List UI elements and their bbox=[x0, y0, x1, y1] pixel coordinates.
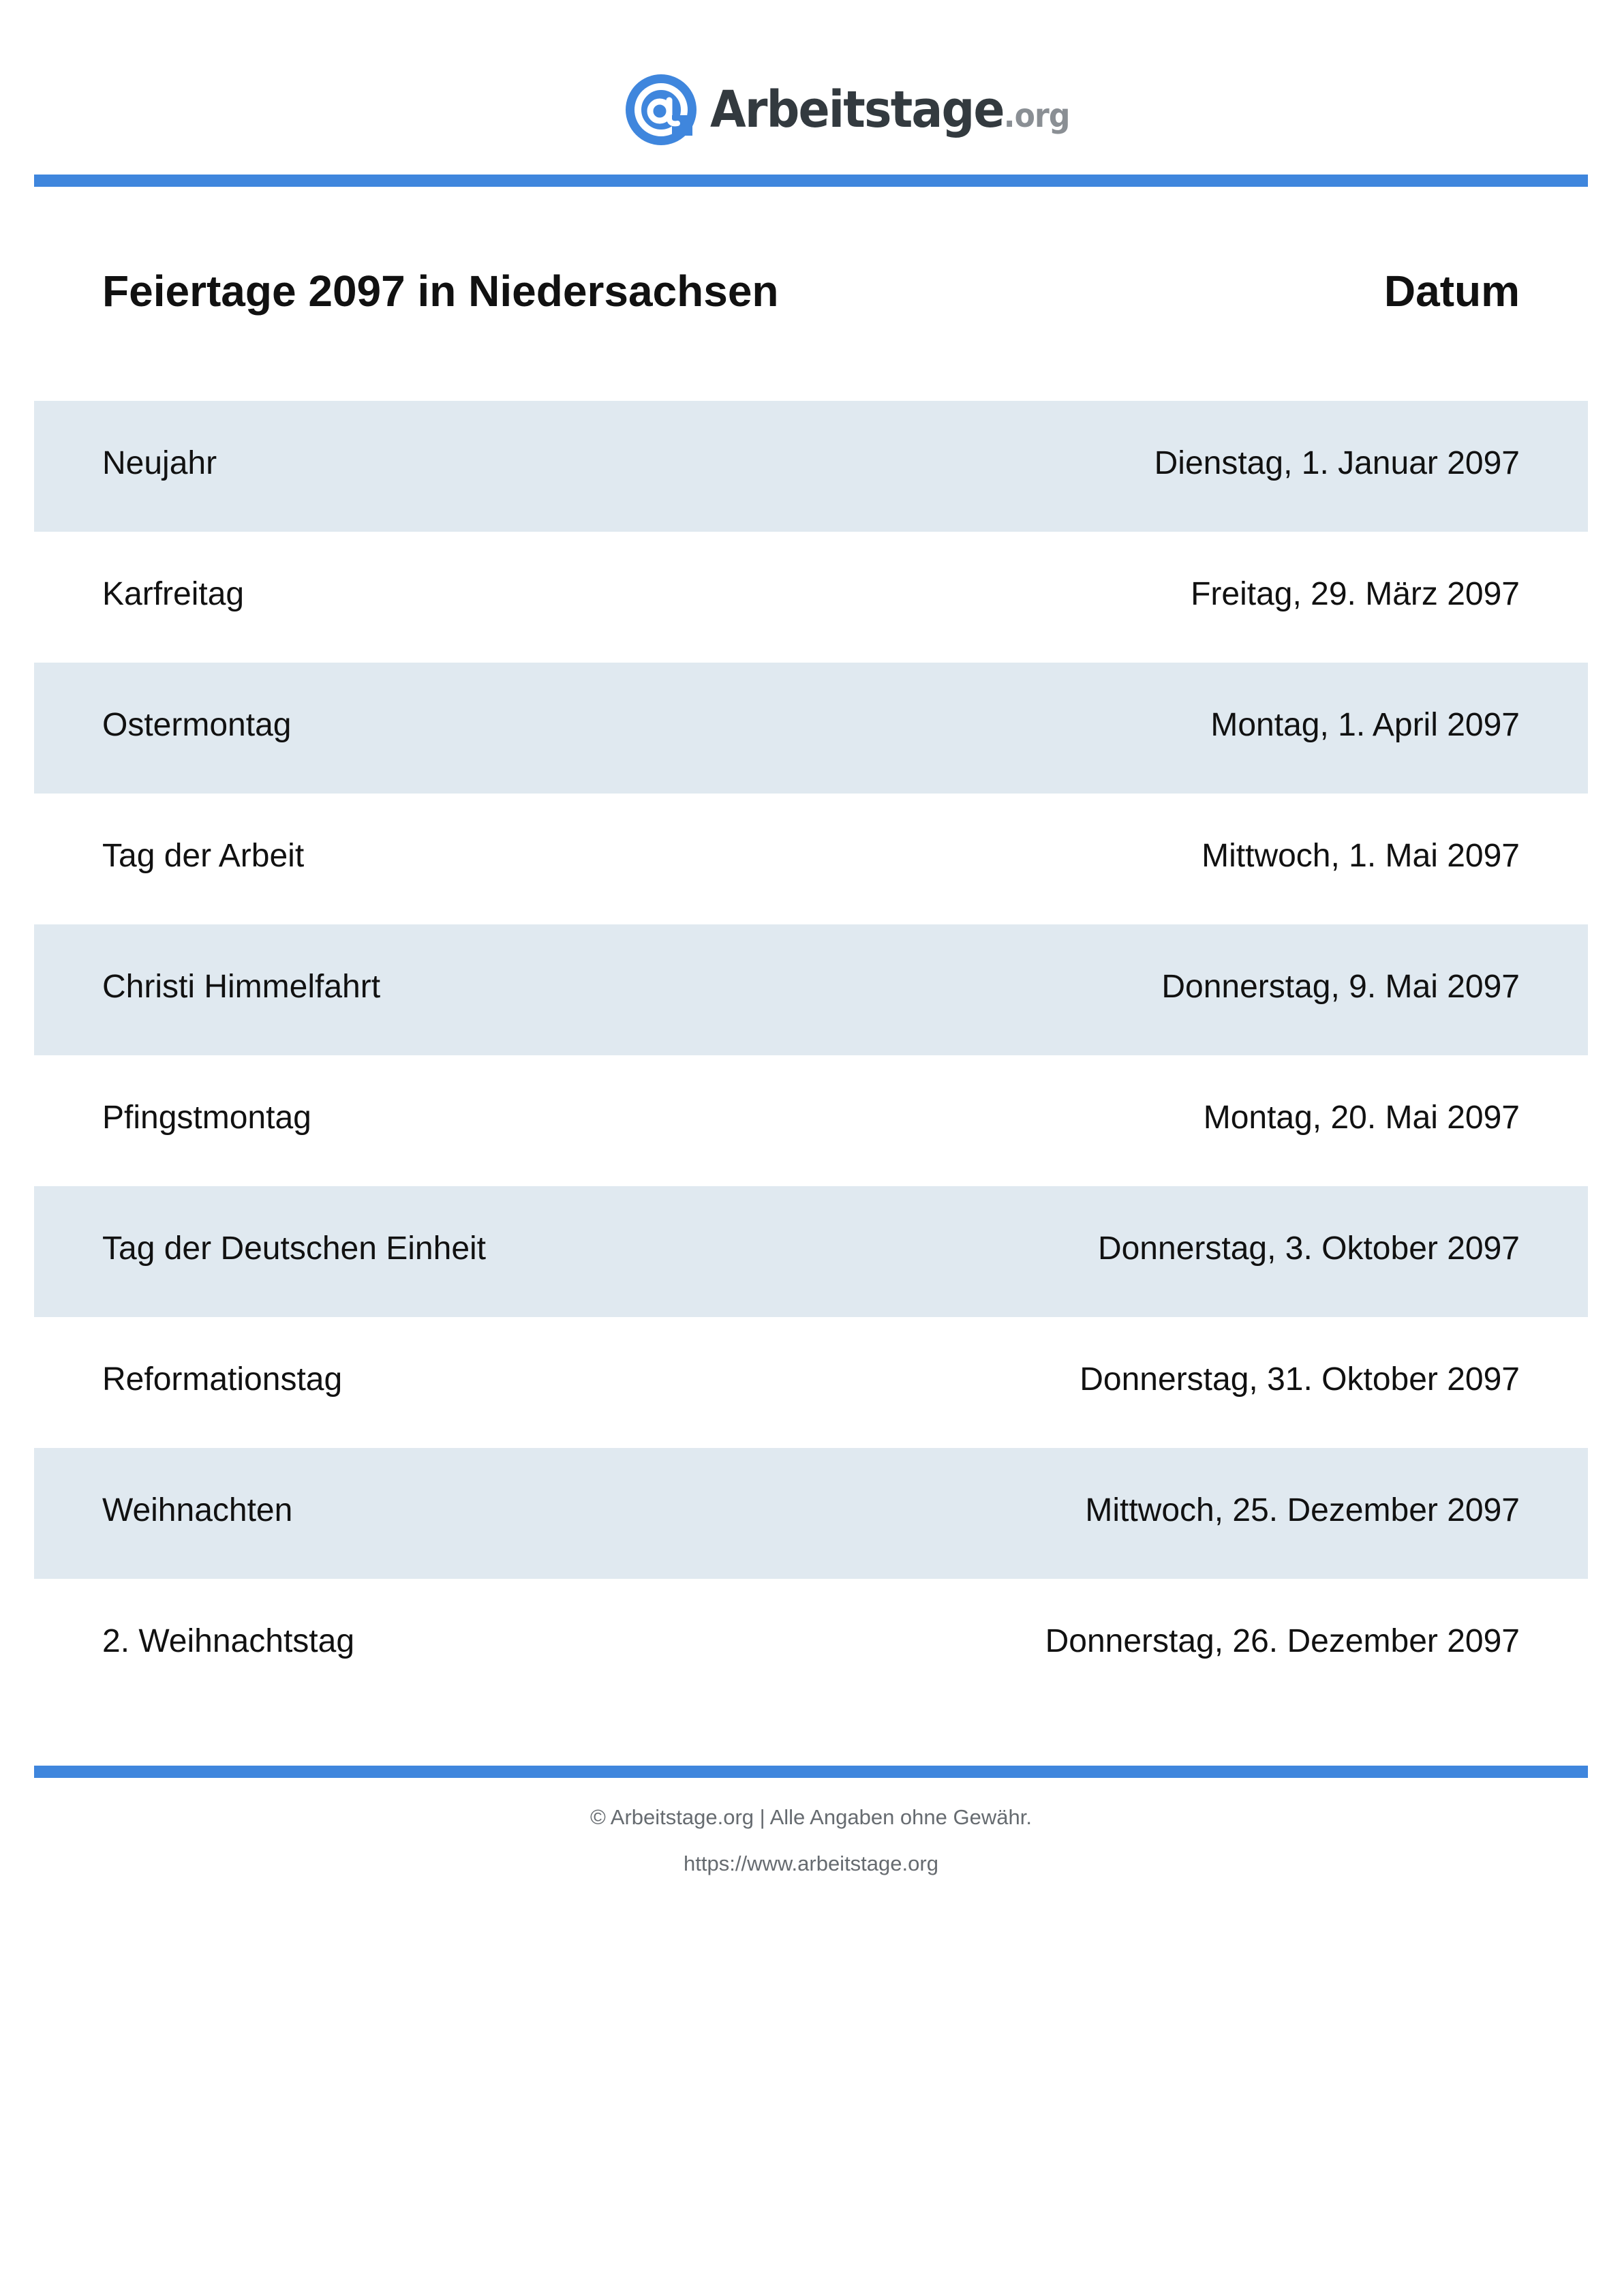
table-row bbox=[34, 1186, 1588, 1317]
holiday-date: Montag, 1. April 2097 bbox=[1210, 707, 1520, 743]
table-row bbox=[34, 924, 1588, 1055]
holiday-name: Pfingstmontag bbox=[102, 1100, 311, 1136]
at-sign-icon bbox=[626, 74, 697, 145]
header-divider bbox=[34, 175, 1588, 187]
holiday-date: Donnerstag, 9. Mai 2097 bbox=[1161, 969, 1520, 1005]
holiday-date: Montag, 20. Mai 2097 bbox=[1203, 1100, 1520, 1136]
table-row bbox=[34, 401, 1588, 532]
holiday-date: Mittwoch, 1. Mai 2097 bbox=[1202, 838, 1520, 874]
table-row bbox=[34, 794, 1588, 924]
logo-suffix: .org bbox=[1003, 97, 1070, 135]
footer-url-link[interactable]: https://www.arbeitstage.org bbox=[684, 1852, 938, 1875]
holiday-name: 2. Weihnachtstag bbox=[102, 1623, 355, 1659]
table-row bbox=[34, 1317, 1588, 1448]
holiday-name: Ostermontag bbox=[102, 707, 292, 743]
holiday-name: Christi Himmelfahrt bbox=[102, 969, 381, 1005]
date-column-header: Datum bbox=[1383, 267, 1520, 316]
copyright-notice: © Arbeitstage.org | Alle Angaben ohne Gewähr. bbox=[590, 1805, 1032, 1829]
table-row bbox=[34, 1055, 1588, 1186]
holiday-date: Donnerstag, 3. Oktober 2097 bbox=[1097, 1230, 1520, 1267]
holiday-name: Karfreitag bbox=[102, 576, 245, 612]
holiday-date: Donnerstag, 31. Oktober 2097 bbox=[1080, 1361, 1520, 1398]
holiday-date: Donnerstag, 26. Dezember 2097 bbox=[1045, 1623, 1520, 1659]
logo-name: Arbeitstage bbox=[710, 80, 1004, 139]
holiday-name: Neujahr bbox=[102, 445, 217, 481]
holiday-name: Tag der Deutschen Einheit bbox=[102, 1230, 487, 1267]
holiday-date: Dienstag, 1. Januar 2097 bbox=[1154, 445, 1520, 481]
holiday-name: Reformationstag bbox=[102, 1361, 343, 1398]
holiday-name: Weihnachten bbox=[102, 1492, 293, 1528]
holiday-table bbox=[34, 401, 1588, 1710]
table-header bbox=[34, 252, 1588, 334]
page-title: Feiertage 2097 in Niedersachsen bbox=[102, 267, 779, 316]
holiday-name: Tag der Arbeit bbox=[102, 838, 305, 874]
holiday-date: Mittwoch, 25. Dezember 2097 bbox=[1085, 1492, 1520, 1528]
table-row bbox=[34, 1448, 1588, 1579]
table-row bbox=[34, 1579, 1588, 1710]
site-logo[interactable] bbox=[626, 72, 1101, 147]
page-header bbox=[0, 0, 1622, 176]
footer-divider bbox=[34, 1766, 1588, 1778]
table-row bbox=[34, 663, 1588, 794]
logo-wordmark bbox=[710, 80, 1070, 139]
holiday-date: Freitag, 29. März 2097 bbox=[1191, 576, 1520, 612]
table-row bbox=[34, 532, 1588, 663]
